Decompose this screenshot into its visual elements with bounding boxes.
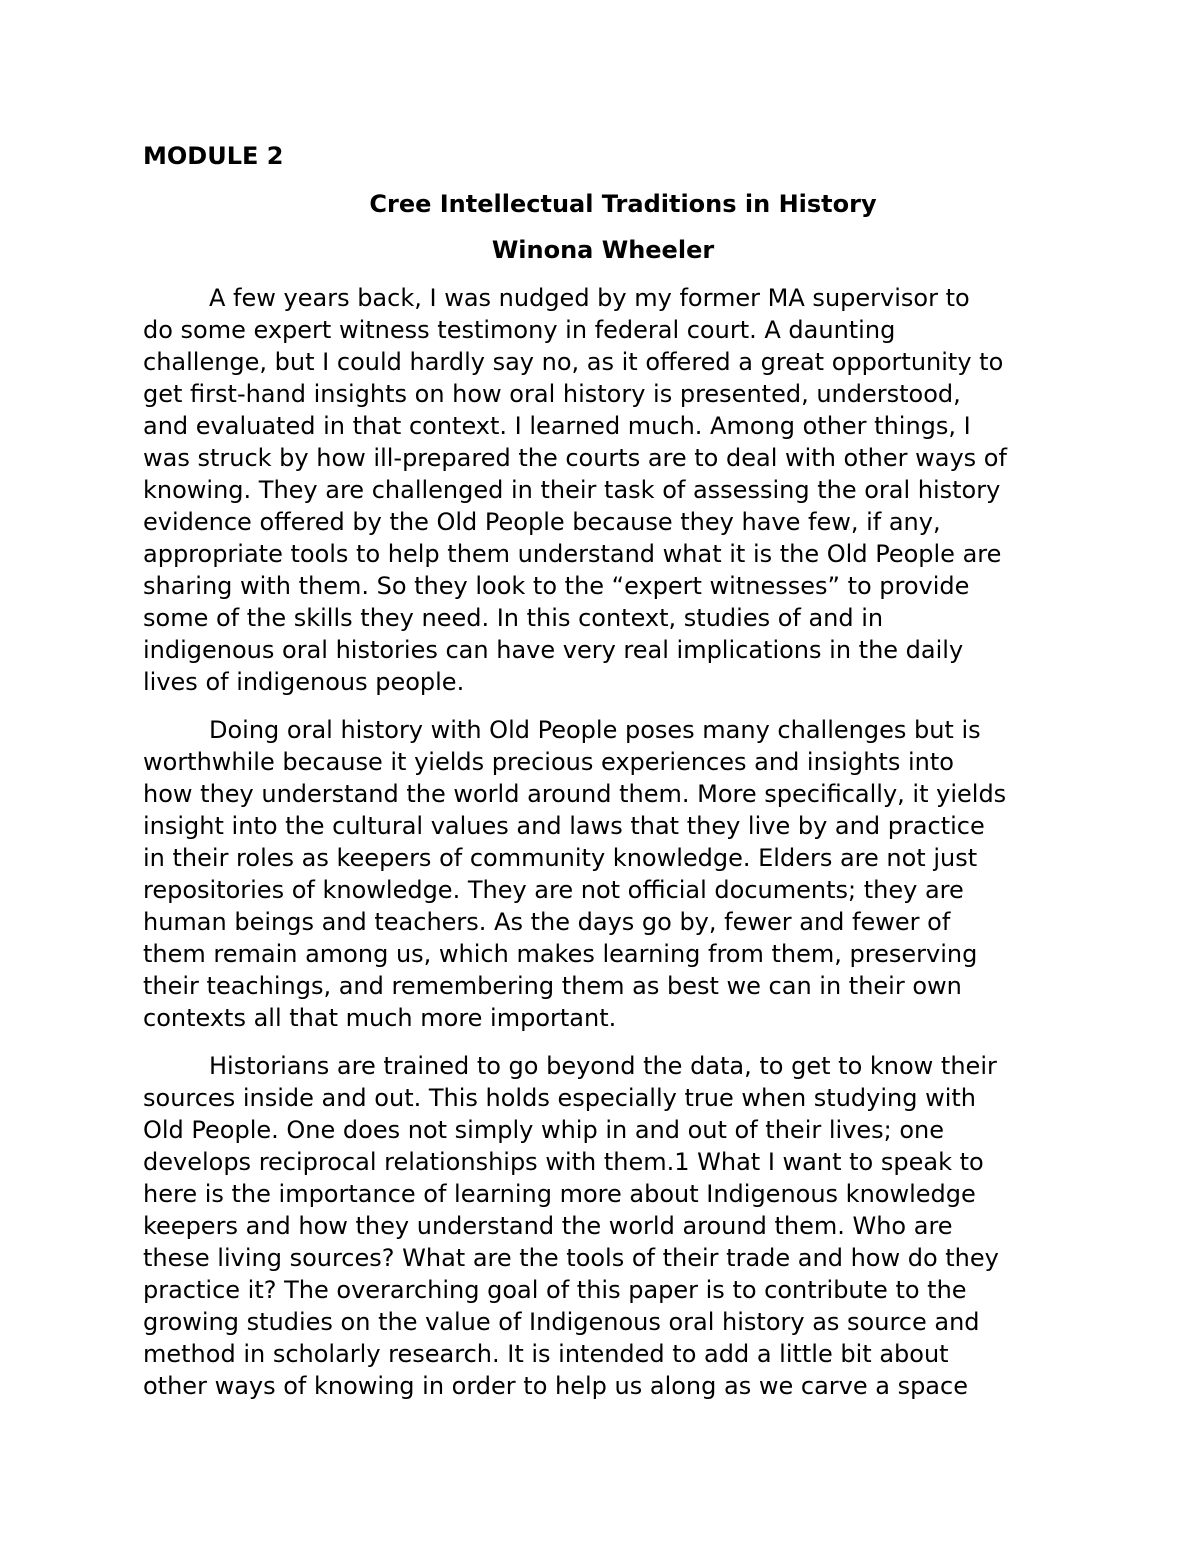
paragraph-2: Doing oral history with Old People poses many challenges but is worthwhile because it yields precious experiences and insights into how they understand the world around them. More specifically, it yields insight into the cultural values and laws that they live by and practice in their roles as keepers of community knowledge. Elders are not just repositories of knowledge. They are not official documents; they are human beings and teachers. As the days go by, fewer and fewer of them remain among us, which makes learning from them, preserving their teachings, and remembering them as best we can in their own contexts all that much more important. xyxy=(143,716,1007,1032)
document-page xyxy=(143,140,1063,1402)
author-name: Winona Wheeler xyxy=(491,236,715,264)
module-heading: MODULE 2 xyxy=(143,142,284,170)
document-title: Cree Intellectual Traditions in History xyxy=(369,190,877,218)
paragraph-3: Historians are trained to go beyond the data, to get to know their sources inside and out. This holds especially true when studying with Old People. One does not simply whip in and out of their lives; one develops reciprocal relationships with them.1 What I want to speak to here is the importance of learning more about Indigenous knowledge keepers and how they understand the world around them. Who are these living sources? What are the tools of their trade and how do they practice it? The overarching goal of this paper is to contribute to the growing studies on the value of Indigenous oral history as source and method in scholarly research. It is intended to add a little bit about other ways of knowing in order to help us along as we carve a space xyxy=(143,1052,999,1400)
paragraph-1: A few years back, I was nudged by my former MA supervisor to do some expert witness testimony in federal court. A daunting challenge, but I could hardly say no, as it offered a great opportunity to get first-hand insights on how oral history is presented, understood, and evaluated in that context. I learned much. Among other things, I was struck by how ill-prepared the courts are to deal with other ways of knowing. They are challenged in their task of assessing the oral history evidence offered by the Old People because they have few, if any, appropriate tools to help them understand what it is the Old People are sharing with them. So they look to the “expert witnesses” to provide some of the skills they need. In this context, studies of and in indigenous oral histories can have very real implications in the daily lives of indigenous people. xyxy=(143,284,1007,696)
